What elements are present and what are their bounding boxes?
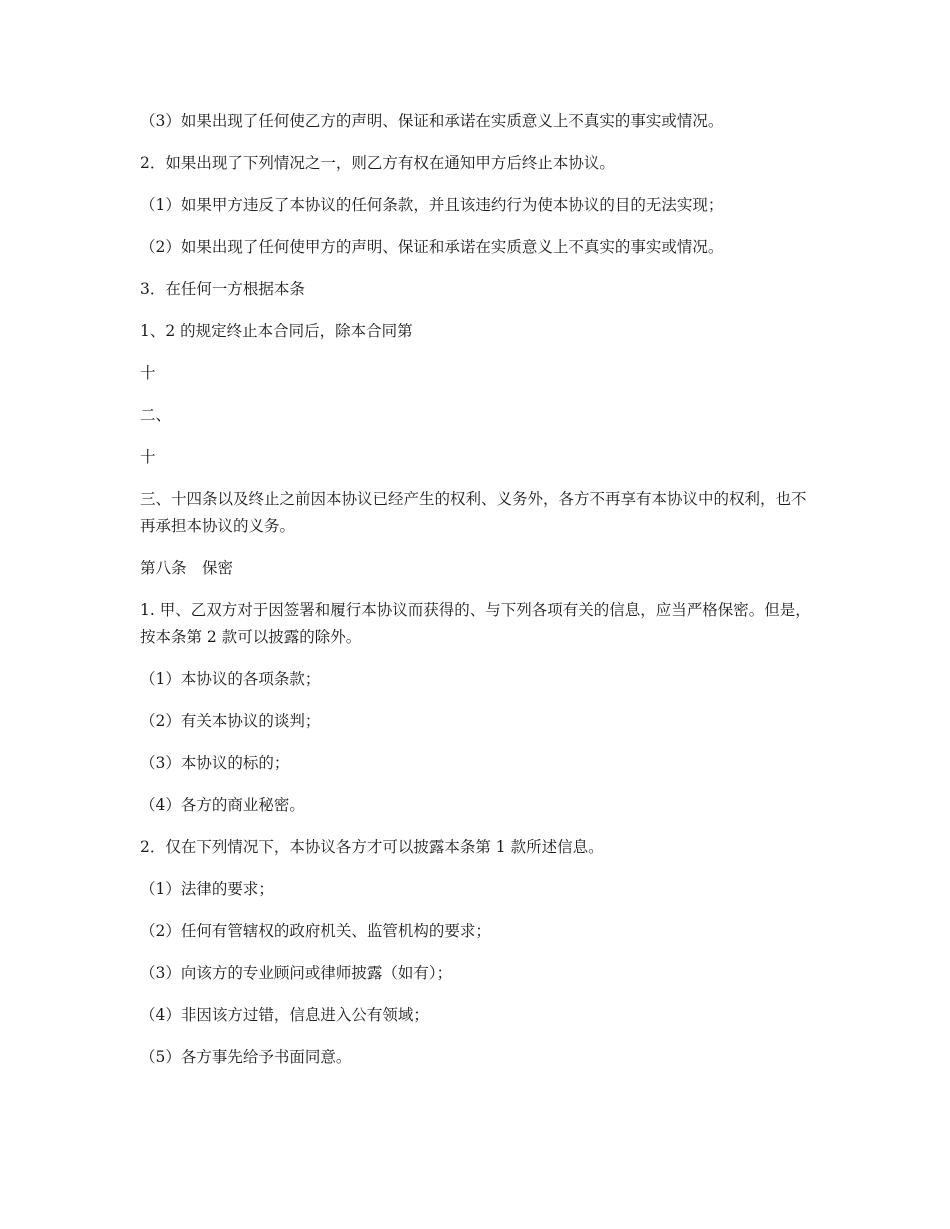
paragraph-termination-by-party-b: 2．如果出现了下列情况之一，则乙方有权在通知甲方后终止本协议。 <box>140 154 615 172</box>
list-item-written-consent: （5）各方事先给予书面同意。 <box>140 1048 352 1066</box>
section-heading-confidentiality: 第八条 保密 <box>140 559 234 577</box>
list-item-government-requirement: （2）任何有管辖权的政府机关、监管机构的要求； <box>140 922 491 940</box>
paragraph-confidentiality-1: 1. 甲、乙双方对于因签署和履行本协议而获得的、与下列各项有关的信息，应当严格保密。但是，按本条第 2 款可以披露的除外。 <box>140 601 811 646</box>
paragraph-clause-3-3: （3）如果出现了任何使乙方的声明、保证和承诺在实质意义上不真实的事实或情况。 <box>140 112 724 130</box>
list-item-terms: （1）本协议的各项条款； <box>140 670 321 688</box>
list-item-legal-requirement: （1）法律的要求； <box>140 880 274 898</box>
list-item-subject: （3）本协议的标的； <box>140 754 290 772</box>
paragraph-fragment-two: 二、 <box>140 406 172 424</box>
list-item-advisor-disclosure: （3）向该方的专业顾问或律师披露（如有）； <box>140 964 453 982</box>
paragraph-fragment-ten-b: 十 <box>140 448 156 466</box>
list-item-public-domain: （4）非因该方过错，信息进入公有领域； <box>140 1006 429 1024</box>
document-body <box>140 108 820 1086</box>
paragraph-confidentiality-2: 2．仅在下列情况下，本协议各方才可以披露本条第 1 款所述信息。 <box>140 838 604 856</box>
paragraph-clause-3-intro: 3．在任何一方根据本条 <box>140 280 305 298</box>
paragraph-termination-effect: 三、十四条以及终止之前因本协议已经产生的权利、义务外，各方不再享有本协议中的权利，也不再承担本协议的义务。 <box>140 490 807 535</box>
list-item-negotiation: （2）有关本协议的谈判； <box>140 712 321 730</box>
paragraph-fragment-ten-a: 十 <box>140 364 156 382</box>
paragraph-clause-b-1: （1）如果甲方违反了本协议的任何条款，并且该违约行为使本协议的目的无法实现； <box>140 196 724 214</box>
paragraph-clause-3-continued: 1、2 的规定终止本合同后，除本合同第 <box>140 322 413 340</box>
list-item-trade-secrets: （4）各方的商业秘密。 <box>140 796 305 814</box>
paragraph-clause-b-2: （2）如果出现了任何使甲方的声明、保证和承诺在实质意义上不真实的事实或情况。 <box>140 238 724 256</box>
